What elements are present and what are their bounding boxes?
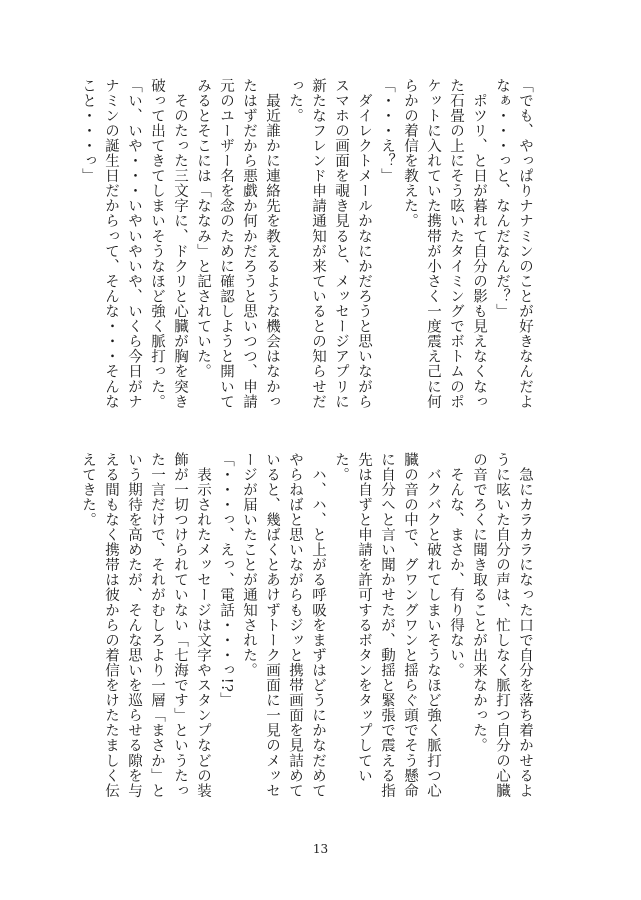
- paragraph: 最近誰かに連絡先を教えるような機会はなかったはずだから悪戯か何かだろうと思いつつ、申請元のユーザー名を念のために確認しようと開いてみるとそこには「ななみ」と記されていた。: [195, 78, 280, 410]
- paragraph: 「でも、やっぱりナナミンのことが好きなんだよなぁ・・・っと、なんだなんだ？」: [494, 78, 533, 410]
- paragraph: 急にカラカラになった口で自分を落ち着かせるように呟いた自分の声は、忙しなく脈打つ自分の心臓の音でろくに聞き取ることが出来なかった。: [471, 452, 533, 799]
- paragraph: 「い、いや・・・いやいやいや、いくら今日がナナミンの誕生日だからって、そんな・・・そんなこと・・・っ」: [80, 78, 142, 410]
- paragraph: 「・・・っ、えっ、電話・・・っ!?」: [218, 452, 234, 708]
- paragraph: 「・・・え？」: [379, 78, 395, 184]
- paragraph: そんな、まさか、有り得ない。: [448, 452, 464, 678]
- paragraph: ハ、ハ、と上がる呼吸をまずはどうにかなだめてやらねばと思いながらもジッと携帯画面を見詰めていると、幾ばくとあけずトーク画面に一見のメッセージが届いたことが通知された。: [241, 452, 326, 799]
- upper-text-block: [80, 78, 536, 423]
- paragraph: ポツリ、と日が暮れて自分の影も見えなくなった石畳の上にそう呟いたタイミングでボトムのポケットに入れていた携帯が小さく一度震え己に何らかの着信を教えた。: [402, 78, 487, 410]
- paragraph: 表示されたメッセージは文字やスタンプなどの装飾が一切つけられていない「七海です」というたった一言だけで、それがむしろより一層「まさか」という期待を高めたが、そんな思いを巡らせる隙を与える間もなく携帯は彼からの着信をけたたましく伝えてきた。: [80, 452, 211, 799]
- paragraph: そのたった三文字に、ドクリと心臓が胸を突き破って出てきてしまいそうなほど強く脈打った。: [149, 78, 188, 410]
- page-number: 13: [312, 842, 329, 856]
- paragraph: ダイレクトメールかなにかだろうと思いながらスマホの画面を覗き見ると、メッセージアプリに新たなフレンド申請通知が来ているとの知らせだった。: [287, 78, 372, 410]
- lower-text-block: [80, 452, 536, 804]
- paragraph: バクバクと破れてしまいそうなほど強く脈打つ心臓の音の中で、グワングワンと揺らぐ頭でそう懸命に自分へと言い聞かせたが、動揺と緊張で震える指先は自ずと申請を許可するボタンをタップしていた。: [333, 452, 441, 799]
